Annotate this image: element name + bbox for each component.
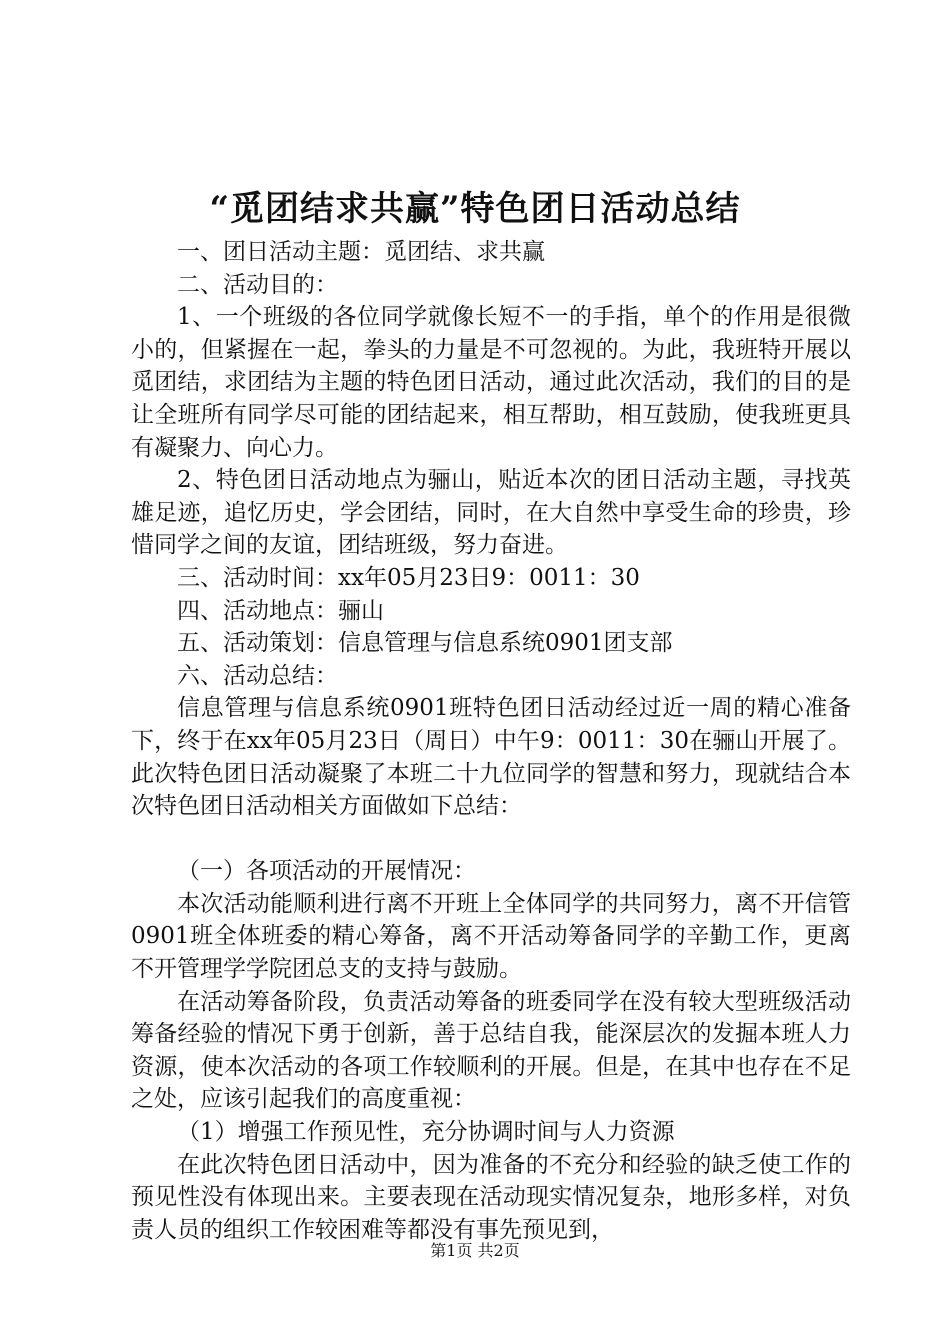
paragraph-preparation: 在活动筹备阶段，负责活动筹备的班委同学在没有较大型班级活动筹备经验的情况下勇于创新，善于总结自我，能深层次的发掘本班人力资源，使本次活动的各项工作较顺利的开展。但是，在其中也存在不足之处，应该引起我们的高度重视： [131,988,851,1113]
paragraph-section-1-heading: （一）各项活动的开展情况： [177,858,476,885]
document-body [131,236,851,1246]
paragraph-thanks: 本次活动能顺利进行离不开班上全体同学的共同努力，离不开信管0901班全体班委的精心筹备，离不开活动筹备同学的辛勤工作，更离不开管理学学院团总支的支持与鼓励。 [131,890,851,983]
paragraph-theme: 一、团日活动主题：觅团结、求共赢 [177,239,545,265]
paragraph-time: 三、活动时间：xx年05月23日9：0011：30 [177,564,640,591]
paragraph-purpose-heading: 二、活动目的： [177,271,338,298]
paragraph-purpose-1: 1、一个班级的各位同学就像长短不一的手指，单个的作用是很微小的，但紧握在一起，拳头的力量是不可忽视的。为此，我班特开展以觅团结，求团结为主题的特色团日活动，通过此次活动，我们的目的是让全班所有同学尽可能的团结起来，相互帮助，相互鼓励，使我班更具有凝聚力、向心力。 [131,304,851,461]
paragraph-subsection-1-heading: （1）增强工作预见性，充分协调时间与人力资源 [177,1119,675,1146]
paragraph-location: 四、活动地点：骊山 [177,597,384,624]
page-footer: 第1页 共2页 [430,1241,520,1260]
paragraph-planning: 五、活动策划：信息管理与信息系统0901团支部 [177,630,673,657]
paragraph-purpose-2: 2、特色团日活动地点为骊山，贴近本次的团日活动主题，寻找英雄足迹，追忆历史，学会团结，同时，在大自然中享受生命的珍贵，珍惜同学之间的友谊，团结班级，努力奋进。 [131,467,851,559]
paragraph-subsection-1-body: 在此次特色团日活动中，因为准备的不充分和经验的缺乏使工作的预见性没有体现出来。主要表现在活动现实情况复杂，地形多样，对负责人员的组织工作较困难等都没有事先预见到， [131,1151,851,1243]
paragraph-summary-heading: 六、活动总结： [177,662,338,689]
paragraph-spacer [131,823,851,856]
page-title: “觅团结求共赢”特色团日活动总结 [209,189,741,229]
paragraph-summary-intro: 信息管理与信息系统0901班特色团日活动经过近一周的精心准备下，终于在xx年05月23日（周日）中午9：0011：30在骊山开展了。此次特色团日活动凝聚了本班二十九位同学的智慧和努力，现就结合本次特色团日活动相关方面做如下总结： [131,695,851,820]
